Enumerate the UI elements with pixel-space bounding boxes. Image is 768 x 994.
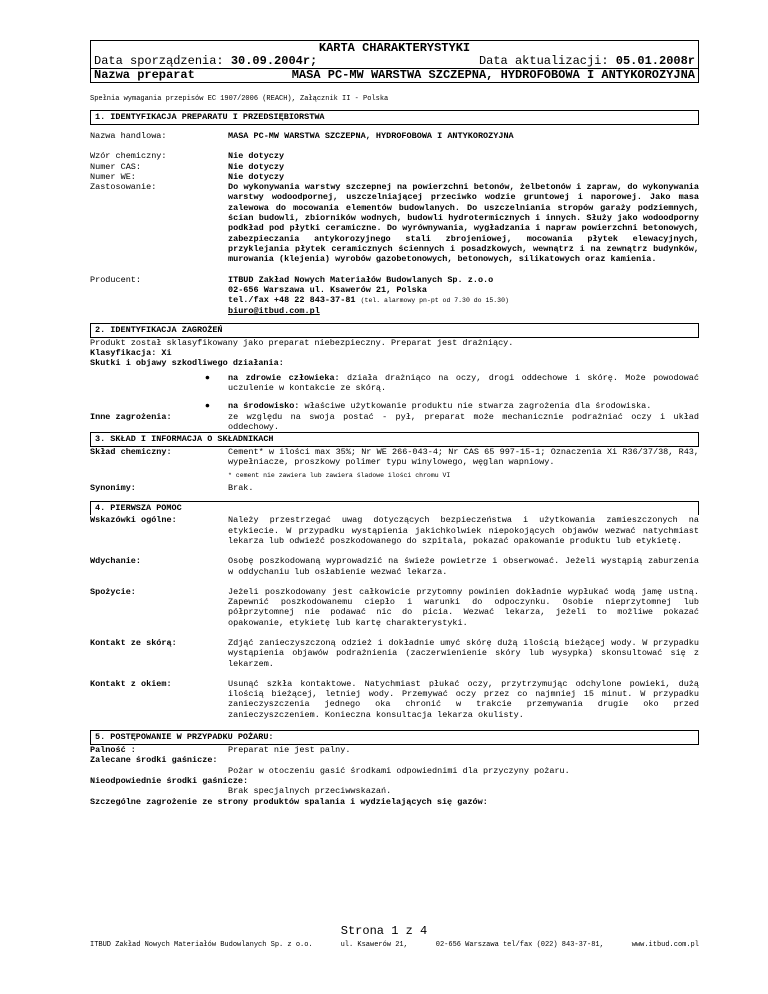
other-hazards-text: ze względu na swoja postać - pył, preparat może mechanicznie podrażniać oczy i układ oddechowy.: [228, 411, 699, 432]
ingestion-row: [90, 587, 699, 628]
composition-row: [90, 447, 699, 481]
skin-row: [90, 638, 699, 669]
other-hazards-row: [90, 412, 699, 433]
skin-label: Kontakt ze skórą:: [90, 637, 177, 648]
trade-name-value: MASA PC-MW WARSTWA SZCZEPNA, HYDROFOBOWA I ANTYKOROZYJNA: [228, 131, 514, 141]
flammability-row: [90, 745, 699, 755]
unsuitable-agents-text: Brak specjalnych przeciwwskazań.: [228, 786, 392, 797]
composition-label: Skład chemiczny:: [90, 447, 172, 458]
classification-label: Klasyfikacja:: [90, 348, 157, 359]
product-value: MASA PC-MW WARSTWA SZCZEPNA, HYDROFOBOWA I ANTYKOROZYJNA: [291, 68, 695, 82]
use-label: Zastosowanie:: [90, 182, 157, 193]
health-text: działa drażniąco na oczy, drogi oddechowe i skórę. Może powodować uczulenie w kontakcie ze skórą.: [228, 372, 699, 393]
page-footer: [90, 941, 699, 949]
updated-date: [479, 55, 695, 68]
other-hazards-label: Inne zagrożenia:: [90, 411, 172, 422]
skin-text: Zdjąć zanieczyszczoną odzież i dokładnie umyć skórę dużą ilością bieżącej wody. W przypadku wystąpienia objawów podrażnienia (zaczerwienienie skóry lub wysypka) skonsultować się z lekarzem.: [228, 637, 699, 669]
eye-row: [90, 679, 699, 720]
env-label: na środowisko:: [228, 401, 300, 412]
section-3-title: 3. SKŁAD I INFORMACJA O SKŁADNIKACH: [90, 432, 699, 447]
trade-name-label: Nazwa handlowa:: [90, 131, 167, 141]
header-product: [91, 68, 698, 82]
updated-label: Data aktualizacji:: [478, 54, 609, 68]
producer-address: 02-656 Warszawa ul. Ksawerów 21, Polska: [228, 284, 427, 295]
ingestion-label: Spożycie:: [90, 586, 136, 597]
formula-row: [90, 151, 699, 161]
env-effect-text: [228, 401, 699, 411]
header-dates: [91, 55, 698, 68]
producer-phone-number: tel./fax +48 22 843-37-81: [228, 295, 356, 306]
recommended-agents-label: Zalecane środki gaśnicze:: [90, 755, 218, 766]
bullet-icon: ●: [204, 372, 210, 383]
composition-details: [228, 447, 699, 481]
eye-label: Kontakt z okiem:: [90, 678, 172, 689]
we-value: Nie dotyczy: [228, 171, 285, 182]
regulation-note: Spełnia wymagania przepisów EC 1907/2006 (REACH), Załącznik II - Polska: [90, 95, 389, 103]
section-4-title: 4. PIERWSZA POMOC: [90, 501, 699, 515]
flammability-label: Palność :: [90, 745, 136, 756]
unsuitable-agents-row: [90, 786, 699, 796]
we-label: Numer WE:: [90, 171, 136, 182]
classification-value: Xi: [161, 348, 172, 359]
page-number: Strona 1 z 4: [340, 924, 428, 938]
general-text: Należy przestrzegać uwag dotyczących bezpieczeństwa i użytkowania zamieszczonych na etykiecie. W przypadku wystąpienia jakichkolwiek niepokojących objawów wezwać natychmiast lekarza lub odwieźć poszkodowanego do szpitala, pokazać opakowanie produktu lub etykietę.: [228, 515, 699, 546]
eye-text: Usunąć szkła kontaktowe. Natychmiast płukać oczy, przytrzymując odchylone powieki, dużą ilością bieżącej, letniej wody. Przemywać oczy przez co najmniej 15 minut. W przypadku zanieczyszczenia jednego oka chronić w trakcie przemywania drugie oko przed zanieczyszczeniem. Konieczna konsultacja lekarza okulisty.: [228, 678, 699, 720]
producer-label: Producent:: [90, 274, 142, 285]
emergency-hours: (tel. alarmowy pn-pt od 7.30 do 15.30): [360, 297, 509, 305]
footer-website-link[interactable]: www.itbud.com.pl: [631, 941, 699, 949]
inhalation-row: [90, 556, 699, 577]
section-2-title: 2. IDENTYFIKACJA ZAGROŻEŃ: [90, 323, 699, 338]
health-effect-row: [90, 373, 699, 394]
created-label: Data sporządzenia:: [94, 54, 224, 68]
hazard-classification-text: Produkt został sklasyfikowany jako preparat niebezpieczny. Preparat jest drażniący.: [90, 337, 514, 348]
section-5-title: 5. POSTĘPOWANIE W PRZYPADKU POŻARU:: [90, 730, 699, 745]
special-hazards-label: Szczególne zagrożenie ze strony produktów spalania i wydzielających się gazów:: [90, 796, 488, 807]
inhalation-text: Osobę poszkodowaną wyprowadzić na świeże powietrze i obserwować. Jeżeli wystąpią zaburzenia w oddychaniu lub osłabienie wezwać lekarza.: [228, 556, 699, 577]
document-title: KARTA CHARAKTERYSTYKI: [318, 41, 471, 55]
created-value: 30.09.2004r;: [230, 54, 318, 68]
effects-heading: Skutki i objawy szkodliwego działania:: [90, 358, 284, 369]
health-label: na zdrowie człowieka:: [228, 372, 340, 383]
section-1-title: 1. IDENTYFIKACJA PREPARATU I PRZEDSIĘBIORSTWA: [90, 110, 699, 125]
document-page: [90, 40, 699, 807]
producer-row: [90, 275, 699, 317]
health-effect-text: [228, 373, 699, 394]
footer-address: ul. Ksawerów 21,: [340, 941, 408, 949]
producer-email-link[interactable]: biuro@itbud.com.pl: [228, 306, 320, 317]
cement-footnote: * cement nie zawiera lub zawiera śladowe ilości chromu VI: [228, 471, 451, 479]
created-date: [94, 55, 317, 68]
general-row: [90, 515, 699, 546]
unsuitable-agents-label: Nieodpowiednie środki gaśnicze:: [90, 775, 249, 786]
formula-label: Wzór chemiczny:: [90, 151, 167, 162]
producer-name: ITBUD Zakład Nowych Materiałów Budowlanych Sp. z.o.o: [228, 274, 494, 285]
producer-details: [228, 275, 699, 317]
cas-label: Numer CAS:: [90, 161, 142, 172]
cas-value: Nie dotyczy: [228, 161, 285, 172]
recommended-agents-row: [90, 766, 699, 776]
synonyms-row: [90, 483, 699, 493]
inhalation-label: Wdychanie:: [90, 556, 142, 567]
trade-name-row: [90, 131, 699, 141]
use-row: [90, 182, 699, 264]
footer-city: 02-656 Warszawa tel/fax (022) 843-37-81,: [435, 941, 604, 949]
use-value: Do wykonywania warstwy szczepnej na powierzchni betonów, żelbetonów i zapraw, do wykonywania warstwy wodoodpornej, uszczelniającej przeciwko wodzie gruntowej i naporowej. Jako masa zalewowa do mocowania elementów budowlanych. Do uszczelniania stropów garaży podziemnych, ścian budowli, zbiorników wodnych, budowli hydrotermicznych i innych. Służy jako wodoodporny podkład pod płytki ceramiczne. Do wyrównywania, wygładzania i napraw powierzchni betonowych, zabezpieczania antykorozyjnego stali zbrojeniowej, mocowania płytek elewacyjnych, przyklejania płytek ceramicznych ściennych i posadzkowych, wewnątrz i na zewnątrz budynków, murowania (klejenia) wyrobów gazobetonowych, betonowych, silikatowych oraz kamienia.: [228, 182, 699, 265]
producer-phone: [228, 295, 699, 306]
flammability-text: Preparat nie jest palny.: [228, 745, 351, 756]
classification-row: [90, 348, 699, 358]
bullet-icon: ●: [204, 401, 210, 412]
env-text: właściwe użytkowanie produktu nie stwarza zagrożenia dla środowiska.: [304, 401, 652, 412]
general-label: Wskazówki ogólne:: [90, 515, 177, 526]
document-header: [90, 40, 699, 83]
hazard-line: [90, 338, 699, 348]
synonyms-label: Synonimy:: [90, 483, 136, 494]
synonyms-text: Brak.: [228, 483, 254, 494]
footer-company: ITBUD Zakład Nowych Materiałów Budowlanych Sp. z o.o.: [90, 941, 313, 949]
updated-value: 05.01.2008r: [615, 54, 695, 68]
composition-text: Cement* w ilości max 35%; Nr WE 266-043-4; Nr CAS 65 997-15-1; Oznaczenia Xi R36/37/38, R43, wypełniacze, proszkowy polimer typu winylowego, węglan wapniowy.: [228, 447, 699, 468]
recommended-agents-text: Pożar w otoczeniu gasić środkami odpowiednimi dla przyczyny pożaru.: [228, 765, 570, 776]
ingestion-text: Jeżeli poszkodowany jest całkowicie przytomny powinien dokładnie wypłukać wodą jamę ustną. Zapewnić poszkodowanemu ciepło i warunki do odpoczynku. Osobie nieprzytomnej lub półprzytomnej nie podawać nic do picia. Wezwać lekarza, jeżeli to możliwe pokazać opakowanie, etykietę lub kartę charakterystyki.: [228, 586, 699, 628]
product-label: Nazwa preparat: [94, 68, 195, 82]
cas-row: [90, 162, 699, 172]
env-effect-row: [90, 401, 699, 411]
we-row: [90, 172, 699, 182]
formula-value: Nie dotyczy: [228, 151, 285, 162]
